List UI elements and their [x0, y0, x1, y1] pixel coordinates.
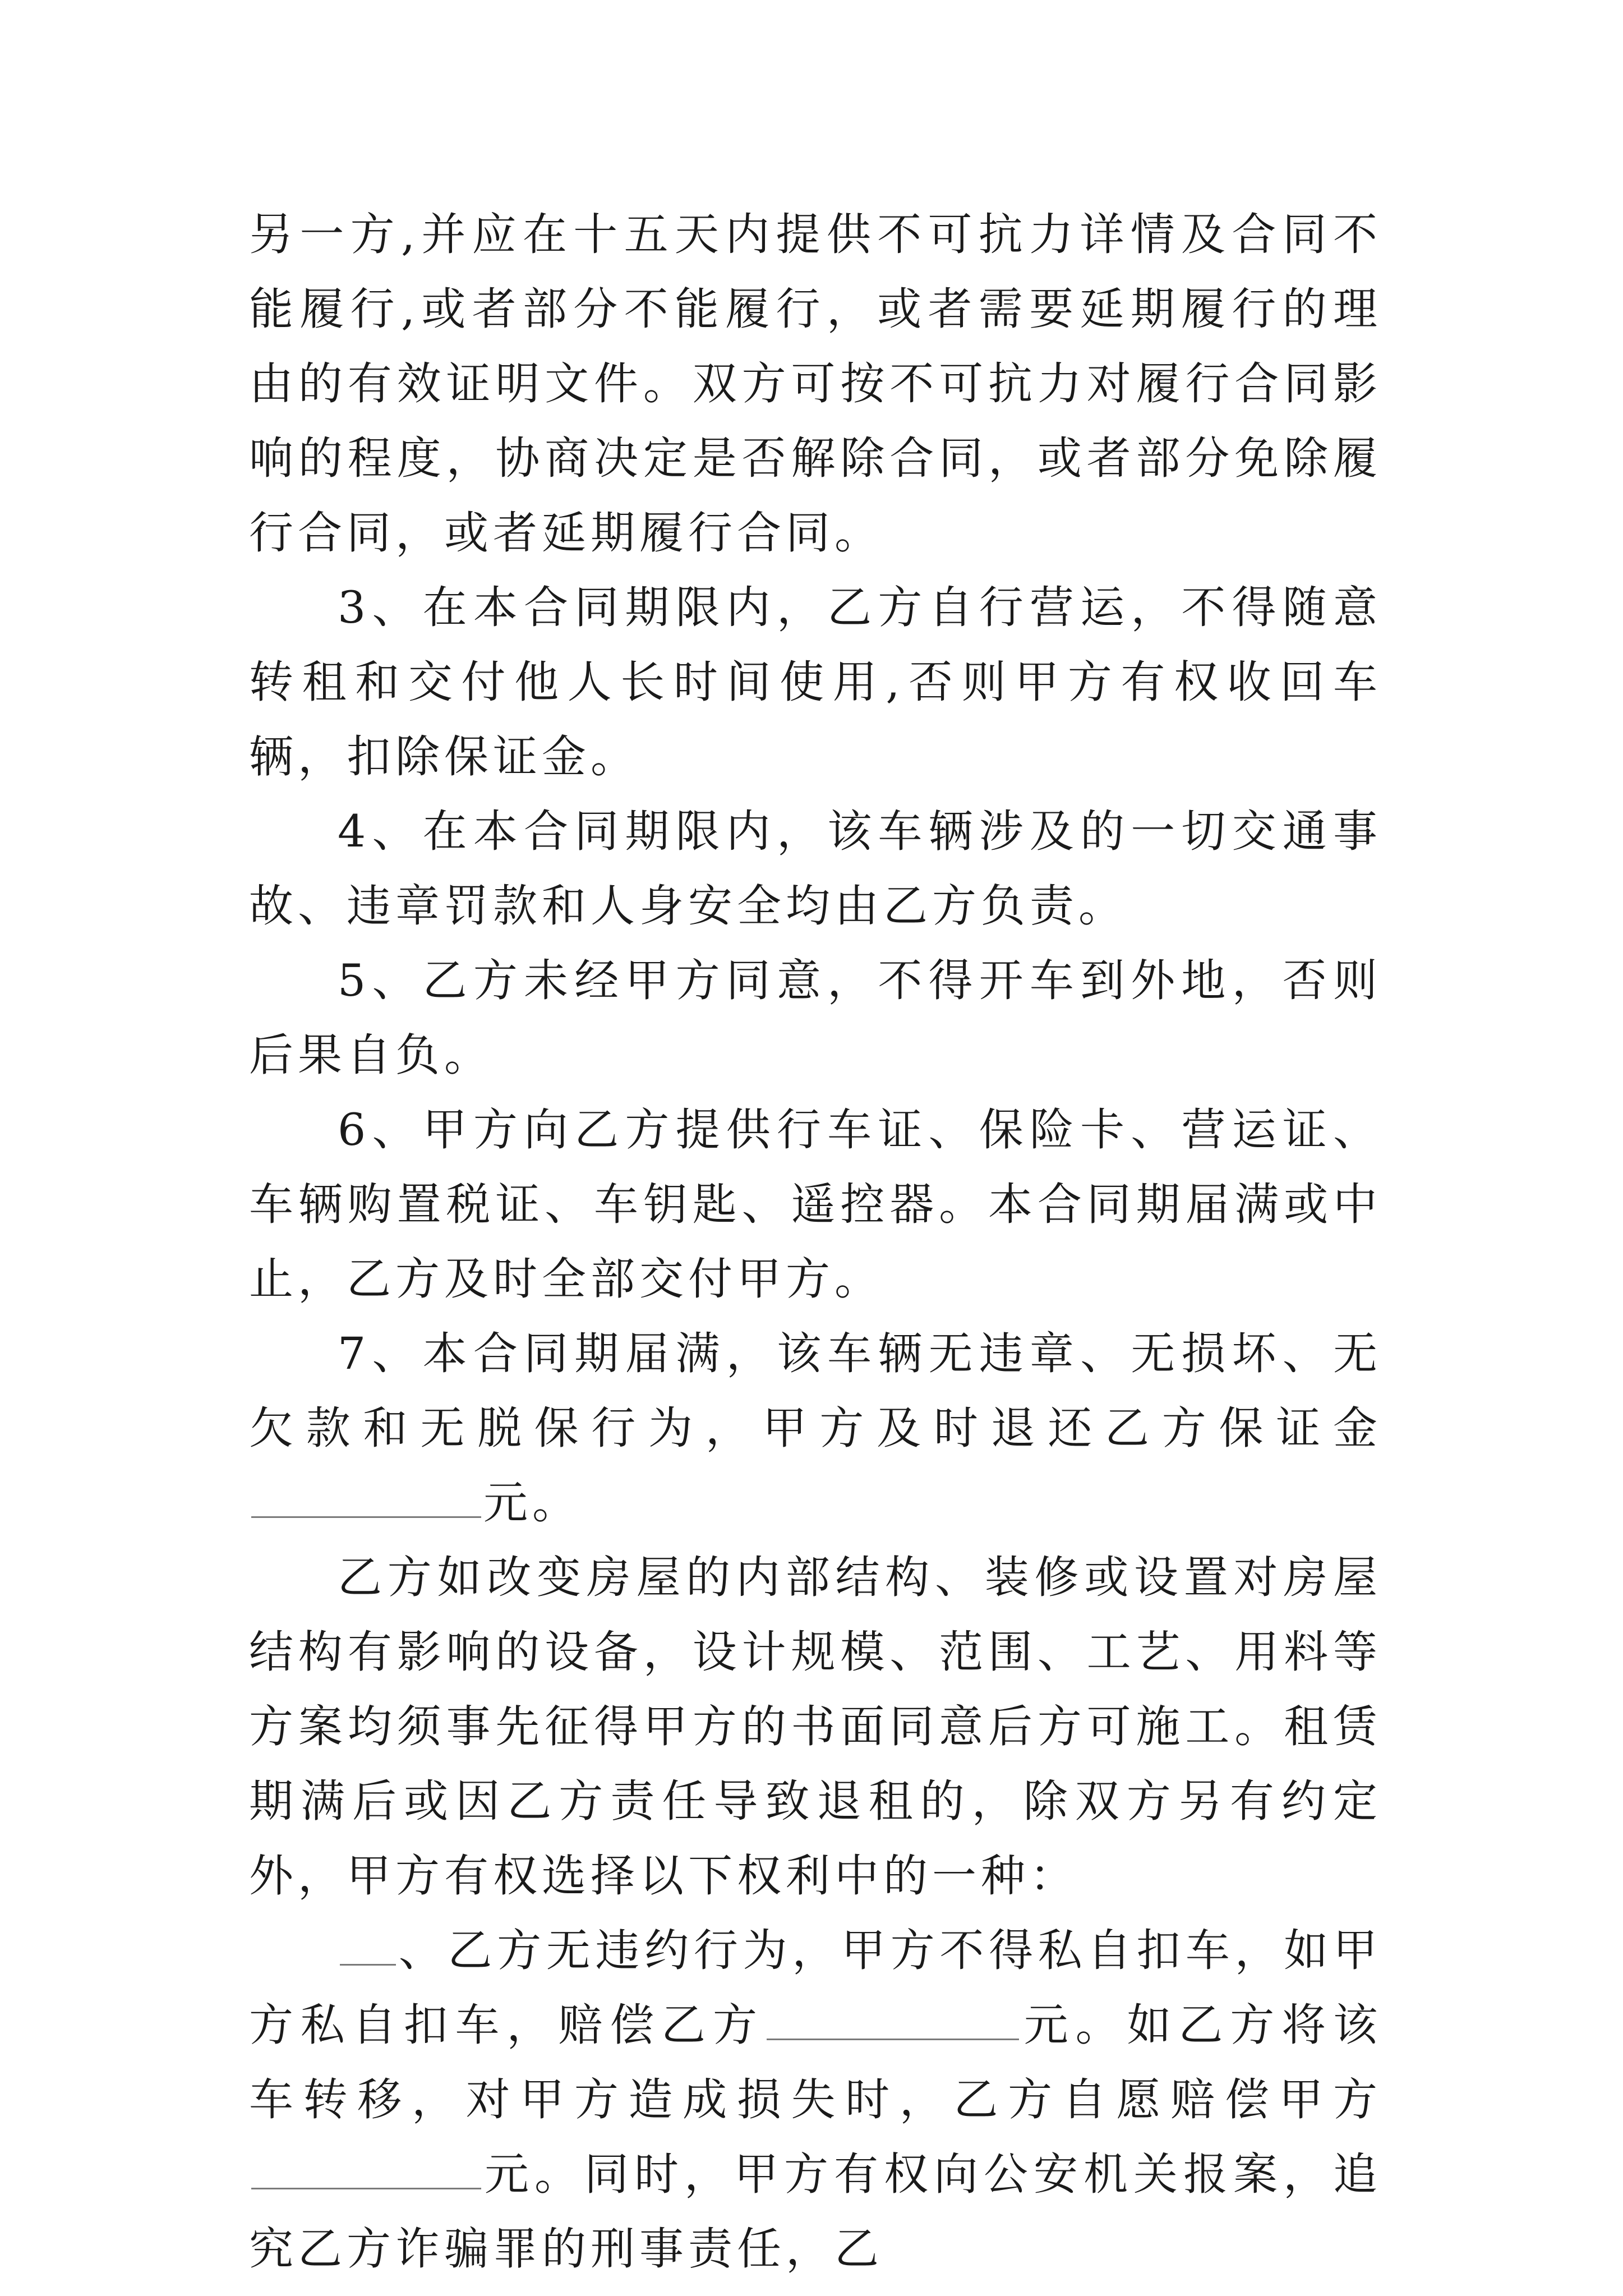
- deposit-amount-blank[interactable]: [251, 1477, 481, 1518]
- compensation-to-b-blank[interactable]: [767, 1999, 1019, 2040]
- document-body: [249, 197, 1382, 2286]
- paragraph-clause-4: [249, 794, 1382, 944]
- paragraph-blank-clause: [249, 1913, 1382, 2286]
- paragraph-text: 、乙方无违约行为，甲方不得私自扣车，如甲方私自扣车，赔偿乙方: [249, 1925, 1382, 2051]
- paragraph-text: 6、甲方向乙方提供行车证、保险卡、营运证、车辆购置税证、车钥匙、遥控器。本合同期届满或中止，乙方及时全部交付甲方。: [249, 1104, 1382, 1305]
- paragraph-renovation: [249, 1540, 1382, 1913]
- paragraph-text: 4、在本合同期限内，该车辆涉及的一切交通事故、违章罚款和人身安全均由乙方负责。: [249, 806, 1382, 932]
- paragraph-text: 元。: [483, 1477, 581, 1529]
- paragraph-text: 乙方如改变房屋的内部结构、装修或设置对房屋结构有影响的设备，设计规模、范围、工艺、用料等方案均须事先征得甲方的书面同意后方可施工。租赁期满后或因乙方责任导致退租的，除双方另有约定外，甲方有权选择以下权利中的一种：: [249, 1552, 1382, 1902]
- paragraph-clause-5: [249, 944, 1382, 1093]
- clause-number-blank[interactable]: [340, 1925, 396, 1966]
- paragraph-text: 3、在本合同期限内，乙方自行营运，不得随意转租和交付他人长时间使用,否则甲方有权收回车辆，扣除保证金。: [249, 582, 1382, 783]
- paragraph-clause-3: [249, 570, 1382, 794]
- compensation-to-a-blank[interactable]: [251, 2148, 481, 2189]
- paragraph-text: 另一方,并应在十五天内提供不可抗力详情及合同不能履行,或者部分不能履行，或者需要延期履行的理由的有效证明文件。双方可按不可抗力对履行合同影响的程度，协商决定是否解除合同，或者部分免除履行合同，或者延期履行合同。: [249, 209, 1382, 559]
- paragraph-clause-7: [249, 1317, 1382, 1540]
- paragraph-text: 元。同时，甲方有权向公安机关报案，追究乙方诈骗罪的刑事责任，乙: [249, 2148, 1382, 2275]
- paragraph-clause-6: [249, 1093, 1382, 1317]
- paragraph-text: 元。如乙方将该车转移，对甲方造成损失时，乙方自愿赔偿甲方: [249, 1999, 1382, 2125]
- paragraph-text: 5、乙方未经甲方同意，不得开车到外地，否则后果自负。: [249, 955, 1382, 1081]
- paragraph-continued: [249, 197, 1382, 570]
- paragraph-text: 7、本合同期届满，该车辆无违章、无损坏、无欠款和无脱保行为，甲方及时退还乙方保证金: [249, 1328, 1382, 1454]
